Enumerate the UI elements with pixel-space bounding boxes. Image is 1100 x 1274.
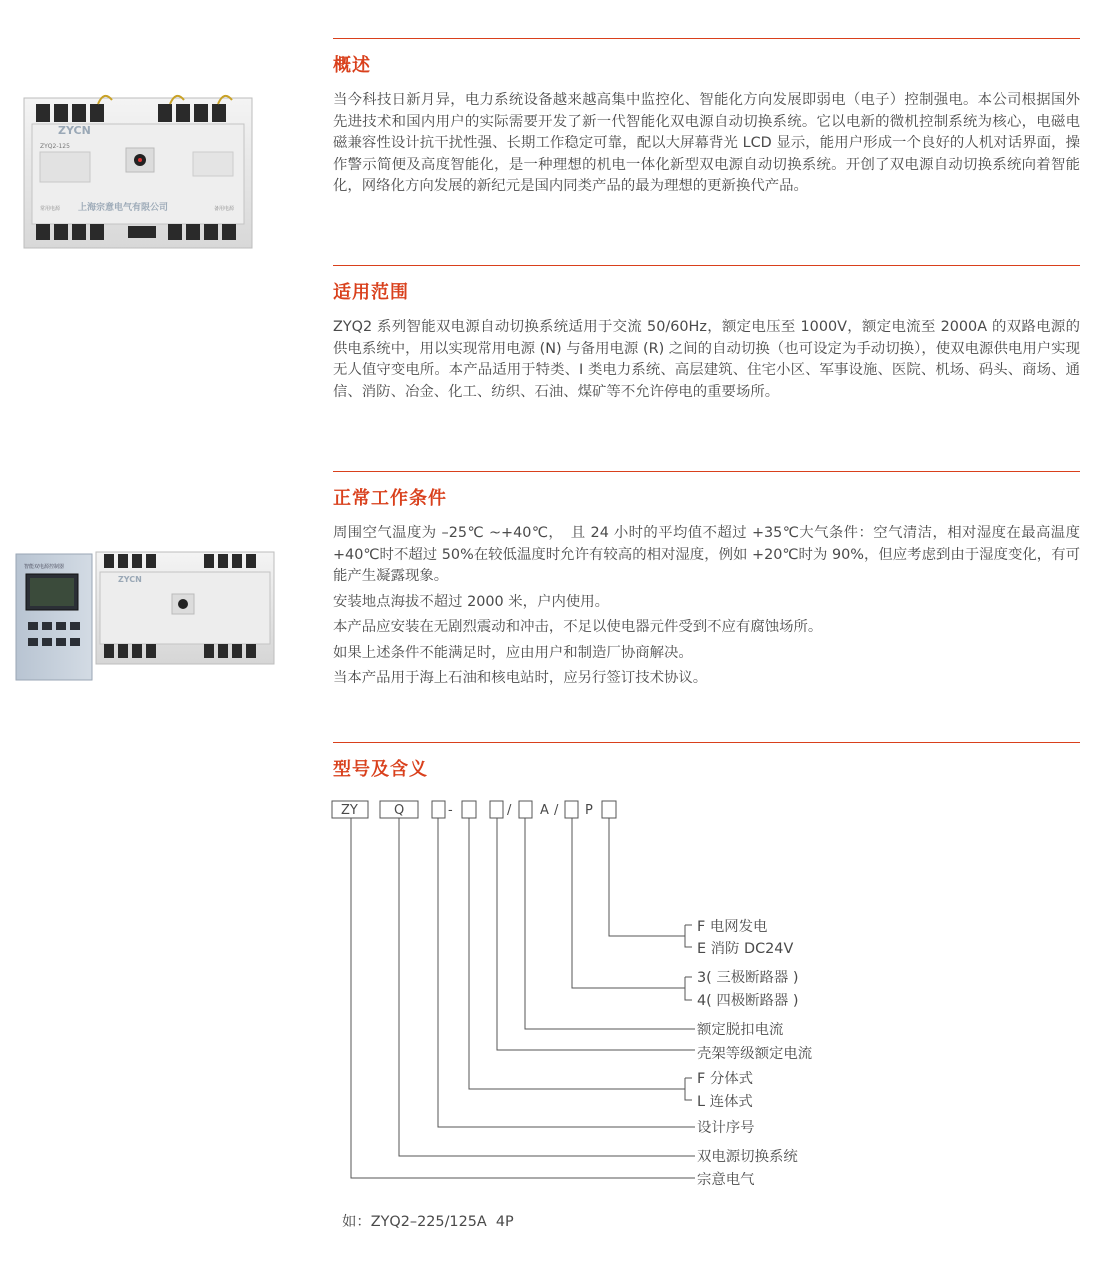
label-f-grid: F 电网发电 bbox=[697, 919, 768, 935]
conditions-paragraph: 当本产品用于海上石油和核电站时，应另行签订技术协议。 bbox=[333, 670, 708, 686]
leader-line-poles bbox=[572, 818, 685, 988]
model-rule bbox=[333, 742, 1080, 743]
label-pole-4: 4( 四极断路器 ) bbox=[697, 993, 799, 1009]
model-example: 如：ZYQ2–225/125A 4P bbox=[342, 1214, 514, 1230]
leader-line-brand bbox=[351, 818, 695, 1178]
device1-model-tag: ZYQ2-125 bbox=[40, 143, 70, 150]
scope-body bbox=[333, 317, 1080, 407]
label-f-split: F 分体式 bbox=[697, 1071, 754, 1087]
label-e-fire: E 消防 DC24V bbox=[697, 941, 794, 957]
conditions-paragraph: 周围空气温度为 –25℃ ~+40℃， 且 24 小时的平均值不超过 +35℃大气条件：空气清洁，相对湿度在最高温度 +40℃时不超过 50%在较低温度时允许有较高的相对湿度，例如 +20℃时为 90%，但应考虑到由于湿度变化，有可能产生凝露现象。 bbox=[333, 525, 1080, 584]
device1-company: 上海宗意电气有限公司 bbox=[78, 203, 169, 213]
code-q: Q bbox=[394, 803, 405, 818]
code-dash: - bbox=[448, 803, 453, 818]
bracket-type bbox=[685, 1078, 692, 1100]
conditions-body bbox=[333, 523, 1080, 694]
overview-body bbox=[333, 90, 1080, 202]
device1-left-tag: 常用电源 bbox=[40, 206, 61, 212]
label-brand: 宗意电气 bbox=[697, 1172, 755, 1188]
product-image-ats-switch bbox=[18, 82, 258, 256]
label-switch-system: 双电源切换系统 bbox=[697, 1149, 798, 1165]
code-slash-1: / bbox=[507, 803, 512, 818]
leader-line-switch-system bbox=[399, 818, 695, 1156]
label-trip-current: 额定脱扣电流 bbox=[697, 1022, 784, 1038]
conditions-paragraph: 如果上述条件不能满足时，应由用户和制造厂协商解决。 bbox=[333, 644, 693, 661]
conditions-rule bbox=[333, 471, 1080, 472]
code-slash-2: / bbox=[554, 803, 559, 818]
code-a: A bbox=[540, 803, 549, 818]
overview-rule bbox=[333, 38, 1080, 39]
device1-right-tag: 备用电源 bbox=[214, 206, 235, 212]
code-zy: ZY bbox=[341, 803, 358, 818]
scope-paragraph: ZYQ2 系列智能双电源自动切换系统适用于交流 50/60Hz，额定电压至 1000V，额定电流至 2000A 的双路电源的供电系统中，用以实现常用电源 (N) 与备用电源 (R) 之间的自动切换（也可设定为手动切换），使双电源供电用户实现无人值守变电所。本产品适用于特类、I 类电力系统、高层建筑、住宅小区、军事设施、医院、机场、码头、商场、通信、消防、冶金、化工、纺织、石油、煤矿等不允许停电的重要场所。 bbox=[333, 319, 1080, 400]
scope-heading: 适用范围 bbox=[333, 282, 409, 303]
leader-line-frame-current bbox=[497, 818, 695, 1050]
label-l-joint: L 连体式 bbox=[697, 1094, 753, 1110]
leader-line-type bbox=[469, 818, 685, 1089]
label-design-no: 设计序号 bbox=[697, 1120, 755, 1136]
scope-rule bbox=[333, 265, 1080, 266]
code-p: P bbox=[585, 803, 593, 818]
code-box-frame-current bbox=[490, 801, 503, 818]
code-box-design-no bbox=[432, 801, 445, 818]
code-box-trip-current bbox=[519, 801, 532, 818]
device2-controller-label: 智能双电源控制器 bbox=[24, 564, 65, 570]
code-box-power bbox=[602, 801, 616, 818]
model-code-diagram bbox=[320, 795, 1100, 1195]
bracket-poles bbox=[685, 977, 692, 1000]
overview-heading: 概述 bbox=[333, 55, 371, 76]
leader-line-power bbox=[609, 818, 685, 936]
label-frame-current: 壳架等级额定电流 bbox=[697, 1046, 813, 1062]
product-image-ats-with-controller bbox=[14, 542, 276, 682]
bracket-power bbox=[685, 925, 692, 947]
conditions-heading: 正常工作条件 bbox=[333, 488, 447, 509]
leader-line-design-no bbox=[438, 818, 695, 1127]
device2-brand: ZYCN bbox=[118, 575, 142, 584]
conditions-paragraph: 安装地点海拔不超过 2000 米，户内使用。 bbox=[333, 593, 610, 610]
leader-line-trip-current bbox=[525, 818, 695, 1029]
overview-paragraph: 当今科技日新月异，电力系统设备越来越高集中监控化、智能化方向发展即弱电（电子）控制强电。本公司根据国外先进技术和国内用户的实际需要开发了新一代智能化双电源自动切换系统。它以电新的微机控制系统为核心，电磁电磁兼容性设计抗干扰性强、长期工作稳定可靠，配以大屏幕背光 LCD 显示，能用户形成一个良好的人机对话界面，操作警示简便及高度智能化，是一种理想的机电一体化新型双电源自动切换系统。开创了双电源自动切换系统向着智能化，网络化方向发展的新纪元是国内同类产品的最为理想的更新换代产品。 bbox=[333, 92, 1080, 194]
code-box-type bbox=[462, 801, 476, 818]
label-pole-3: 3( 三极断路器 ) bbox=[697, 970, 799, 986]
conditions-paragraph: 本产品应安装在无剧烈震动和冲击，不足以使电器元件受到不应有腐蚀场所。 bbox=[333, 619, 823, 635]
device1-brand: ZYCN bbox=[58, 124, 91, 137]
code-box-poles bbox=[565, 801, 578, 818]
model-heading: 型号及含义 bbox=[333, 759, 428, 780]
